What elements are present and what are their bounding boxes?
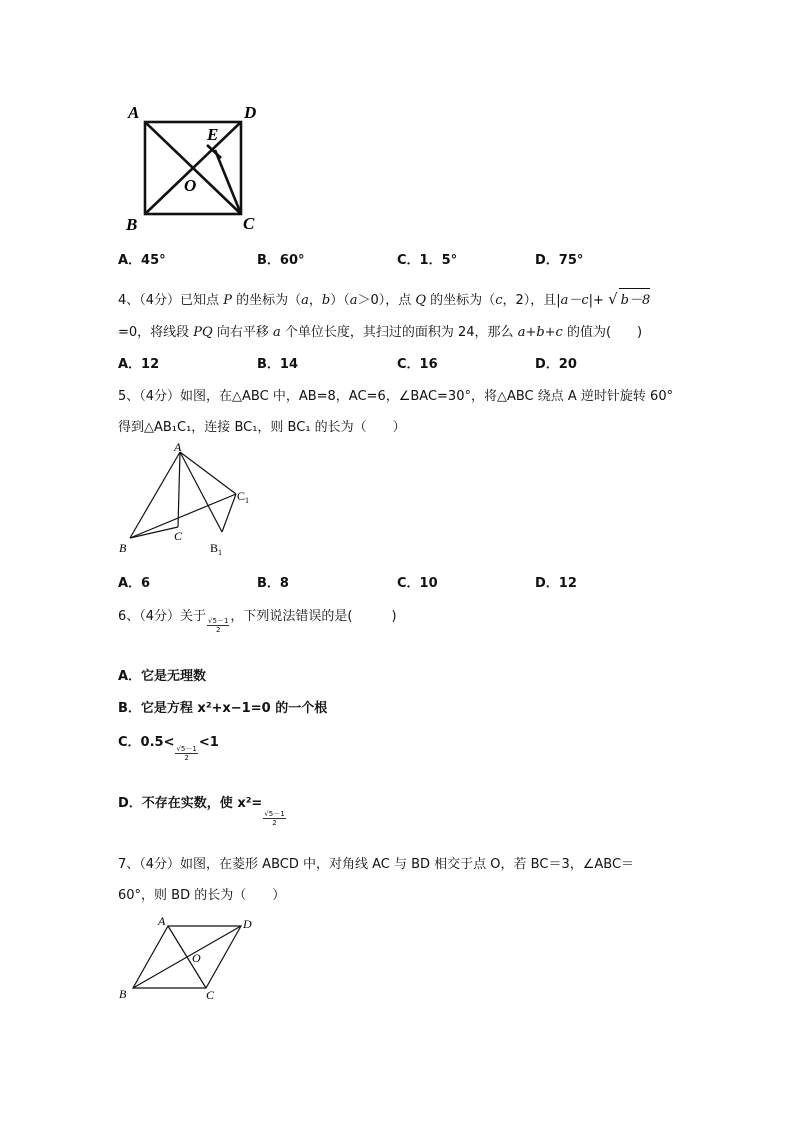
q5-option-c[interactable]: C．10 [397, 576, 438, 591]
q4-abs-expression: a－c [560, 293, 589, 308]
q4-var-a: a [301, 293, 309, 308]
vertex-label-c: C [206, 988, 215, 1002]
q6-option-a[interactable]: A．它是无理数 [118, 669, 207, 684]
vertex-label-d: D [244, 103, 257, 122]
q4-var-p: P [223, 293, 232, 308]
q4-var-a: a [272, 325, 281, 340]
q6-text: ，下列说法错误的是( ) [230, 609, 397, 624]
q4-text: 个单位长度，其扫过的面积为 24，那么 [280, 325, 518, 340]
q5-line-2: 得到△AB₁C₁，连接 BC₁，则 BC₁ 的长为（ ） [118, 420, 406, 435]
q3-option-b[interactable]: B．60° [257, 253, 305, 268]
q6-option-b[interactable]: B．它是方程 x²+x−1=0 的一个根 [118, 701, 328, 716]
vertex-label-b: B [119, 541, 127, 555]
vertex-label-a: A [174, 440, 182, 454]
q4-var-q: Q [415, 293, 427, 308]
vertex-label-a: A [158, 914, 166, 928]
diagonal-bd [133, 926, 241, 988]
segment-ab1 [180, 452, 222, 532]
q4-option-c[interactable]: C．16 [397, 357, 438, 372]
q6-text: 6、（4分）关于 [118, 609, 207, 624]
point-label-e: E [207, 125, 219, 144]
q4-text: 的坐标为（ [426, 293, 496, 308]
q6-stem [118, 605, 397, 634]
q4-text: ＞0），点 [357, 293, 416, 308]
center-label-o: O [192, 951, 201, 965]
q4-line-2 [118, 321, 642, 340]
q5-line-1: 5、（4分）如图，在△ABC 中，AB=8，AC=6，∠BAC=30°，将△ABC 绕点 A 逆时针旋转 60° [118, 389, 674, 404]
q6-option-c-text: <1 [198, 735, 219, 750]
vertex-label-d: D [243, 917, 252, 931]
sqrt-icon: √ [608, 290, 618, 308]
q4-var-c: c [495, 293, 503, 308]
vertex-label-c: C [174, 529, 183, 543]
segment-ce [215, 150, 241, 214]
q4-text: 4、（4分）已知点 [118, 293, 224, 308]
fraction-numerator: √5－1 [176, 745, 197, 753]
q6-option-c-fraction [175, 745, 197, 762]
q6-option-c[interactable] [118, 731, 219, 762]
fraction-numerator: √5－1 [208, 617, 229, 625]
vertex-label-c1: $C_1$ [237, 489, 250, 505]
q4-text: ）（ [330, 293, 350, 308]
q4-sum-expression: a+b+c [517, 325, 563, 340]
q4-line-1 [118, 288, 650, 308]
fraction-numerator: √5－1 [264, 810, 285, 818]
vertex-label-b: B [126, 215, 138, 234]
q4-option-d[interactable]: D．20 [535, 357, 577, 372]
fraction-denominator: 2 [184, 754, 189, 762]
q4-option-b[interactable]: B．14 [257, 357, 298, 372]
q4-text: ，2），且| [502, 293, 561, 308]
q7-line-1: 7、（4分）如图，在菱形 ABCD 中，对角线 AC 与 BD 相交于点 O，若 BC＝3，∠ABC＝ [118, 857, 635, 872]
q3-option-d[interactable]: D．75° [535, 253, 584, 268]
q4-var-b: b [321, 293, 331, 308]
q6-option-d-fraction [263, 810, 285, 827]
fraction-denominator: 2 [216, 626, 221, 634]
q6-option-d[interactable] [118, 792, 287, 827]
segment-ab [130, 452, 180, 538]
vertex-label-b1: $B_1$ [210, 541, 223, 557]
q6-option-d-text: D．不存在实数，使 x²= [118, 796, 263, 811]
q4-var-pq: PQ [193, 325, 213, 340]
q4-text: |+ [588, 293, 609, 308]
vertex-label-a: A [128, 103, 140, 122]
segment-ac [178, 452, 180, 527]
q5-option-a[interactable]: A．6 [118, 576, 151, 591]
q3-option-a[interactable]: A．45° [118, 253, 166, 268]
q4-option-a[interactable]: A．12 [118, 357, 160, 372]
q4-text: =0，将线段 [118, 325, 194, 340]
q6-fraction [207, 617, 229, 634]
q4-text: 向右平移 [212, 325, 273, 340]
vertex-label-c: C [243, 214, 255, 233]
segment-bc1 [130, 494, 236, 538]
vertex-label-b: B [119, 987, 127, 1001]
segment-ac1 [180, 452, 236, 494]
center-label-o: O [184, 176, 197, 195]
q4-var-a: a [349, 293, 358, 308]
fraction-denominator: 2 [272, 819, 277, 827]
q7-line-2: 60°，则 BD 的长为（ ） [118, 888, 286, 903]
q4-text: 的值为( ) [562, 325, 643, 340]
segment-b1c1 [222, 494, 236, 532]
q5-option-d[interactable]: D．12 [535, 576, 577, 591]
rotation-figure [116, 440, 266, 560]
q4-text: 的坐标为（ [231, 293, 302, 308]
q3-option-c[interactable]: C．1．5° [397, 253, 458, 268]
q5-option-b[interactable]: B．8 [257, 576, 289, 591]
rhombus-figure [116, 910, 266, 1005]
q4-text: ， [308, 293, 322, 308]
square-figure [118, 98, 278, 238]
q6-option-c-text: C．0.5< [118, 735, 175, 750]
q4-sqrt-expression: b－8 [619, 288, 651, 308]
